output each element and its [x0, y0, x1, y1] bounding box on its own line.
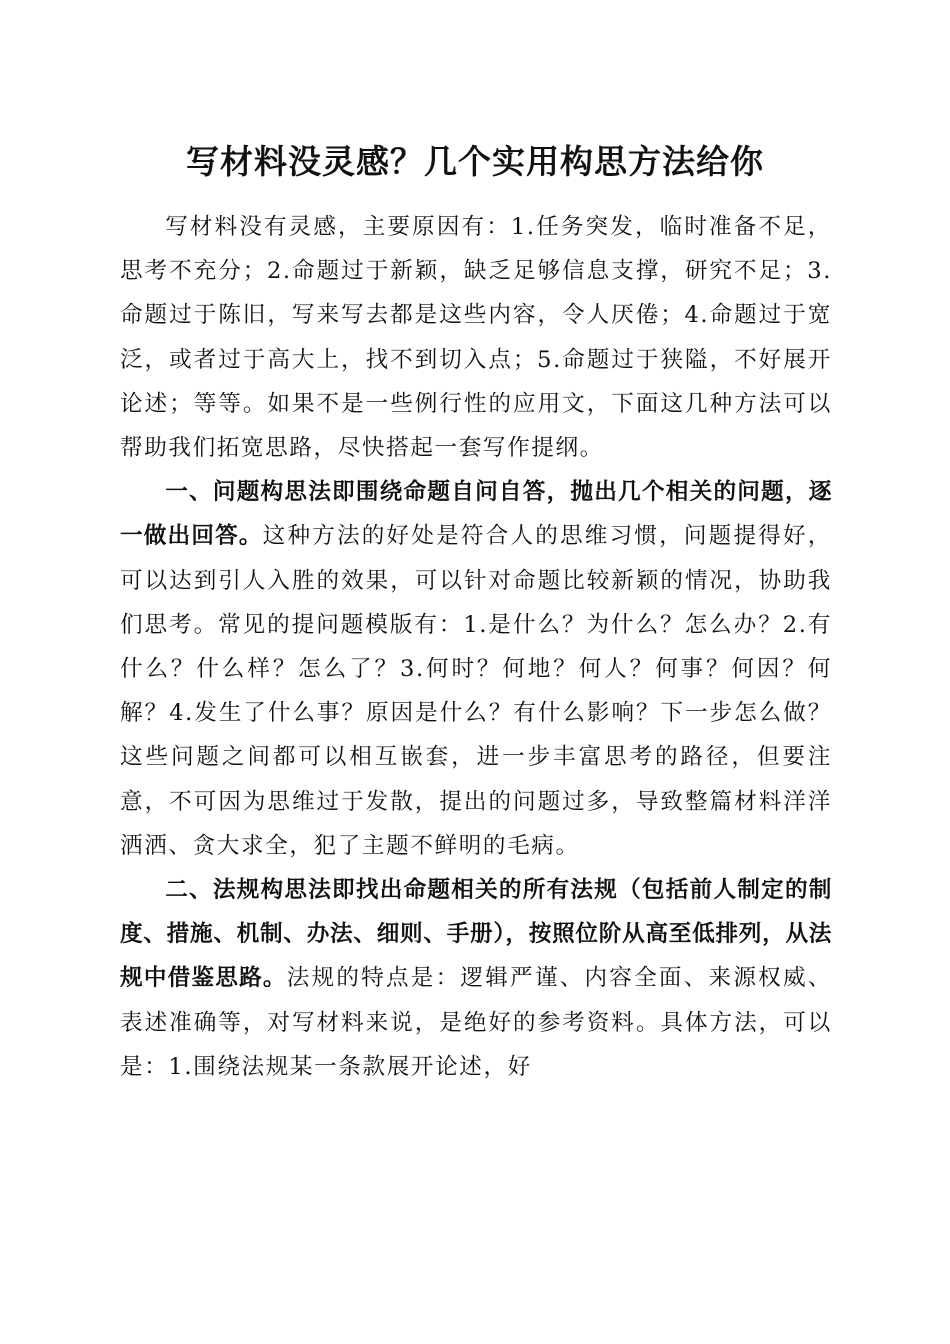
paragraph-text: 写材料没有灵感，主要原因有：1.任务突发，临时准备不足，思考不充分；2.命题过于新颖，缺乏足够信息支撑，研究不足；3.命题过于陈旧，写来写去都是这些内容，令人厌倦；4.命题过于宽泛，或者过于高大上，找不到切入点；5.命题过于狭隘，不好展开论述；等等。如果不是一些例行性的应用文，下面这几种方法可以帮助我们拓宽思路，尽快搭起一套写作提纲。 [120, 214, 832, 462]
paragraph-text: 法规的特点是：逻辑严谨、内容全面、来源权威、表述准确等，对写材料来说，是绝好的参考资料。具体方法，可以是：1.围绕法规某一条款展开论述，好 [120, 965, 832, 1080]
paragraph-intro [120, 205, 832, 470]
section-heading: 二、法规构思法即找出命题相关的所有法规（包括前人制定的制度、措施、机制、办法、细则、手册），按照位阶从高至低排列，从法规中借鉴思路。 [120, 877, 832, 992]
paragraph-question-method [120, 470, 832, 868]
paragraph-regulation-method [120, 868, 832, 1089]
document-body [120, 205, 832, 1089]
section-heading: 一、问题构思法即围绕命题自问自答，抛出几个相关的问题，逐一做出回答。 [120, 479, 832, 550]
paragraph-text: 这种方法的好处是符合人的思维习惯，问题提得好，可以达到引人入胜的效果，可以针对命题比较新颖的情况，协助我们思考。常见的提问题模版有：1.是什么？为什么？怎么办？2.有什么？什么样？怎么了？3.何时？何地？何人？何事？何因？何解？4.发生了什么事？原因是什么？有什么影响？下一步怎么做？这些问题之间都可以相互嵌套，进一步丰富思考的路径，但要注意，不可因为思维过于发散，提出的问题过多，导致整篇材料洋洋洒洒、贪大求全，犯了主题不鲜明的毛病。 [120, 523, 832, 859]
document-title: 写材料没灵感？几个实用构思方法给你 [186, 142, 764, 181]
